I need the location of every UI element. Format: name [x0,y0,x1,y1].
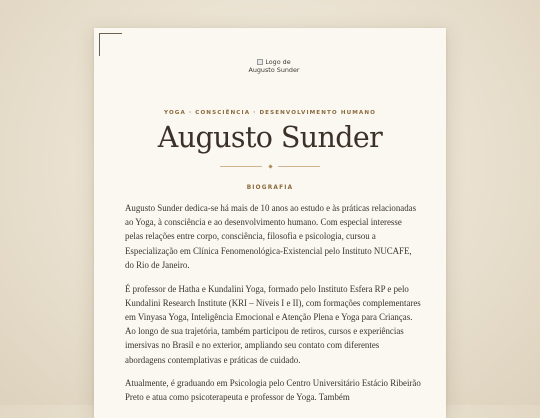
biography-card [94,28,446,418]
broken-image-icon [257,59,263,65]
tagline: YOGA · CONSCIÊNCIA · DESENVOLVIMENTO HUMANO [164,110,376,116]
bio-paragraph: Atualmente, é graduando em Psicologia pelo Centro Universitário Estácio Ribeirão Preto e atua como psicoterapeuta e professor de Yoga. Também [125,378,421,403]
logo-image [248,59,300,74]
bio-paragraph: Augusto Sunder dedica-se há mais de 10 anos ao estudo e às práticas relacionadas ao Yoga, à consciência e ao desenvolvimento humano. Com especial interesse pelas relações entre corpo, consciência, filosofia e psicologia, cursou a Especialização em Clínica Fenomenológica-Existencial pelo Instituto NUCAFE, do Rio de Janeiro. [125,203,417,270]
divider-line-right [278,166,320,167]
section-heading: BIOGRAFIA [246,185,294,191]
biography-text [125,201,421,414]
diamond-icon [268,164,272,168]
divider-line-left [220,166,262,167]
page-title: Augusto Sunder [157,121,383,154]
bio-paragraph: É professor de Hatha e Kundalini Yoga, formado pelo Instituto Esfera RP e pelo Kundalini Research Institute (KRI – Níveis I e II), com formações complementares em Vinyasa Yoga, Inteligência Emocional e Atenção Plena e Yoga para Crianças. Ao longo de sua trajetória, também participou de retiros, cursos e experiências imersivas no Brasil e no exterior, ampliando seu contato com diferentes abordagens contemplativas e práticas de cuidado. [125,283,421,365]
logo-alt-text: Logo de Augusto Sunder [248,58,300,74]
ornamental-divider [220,166,320,167]
corner-ornament [99,33,122,56]
